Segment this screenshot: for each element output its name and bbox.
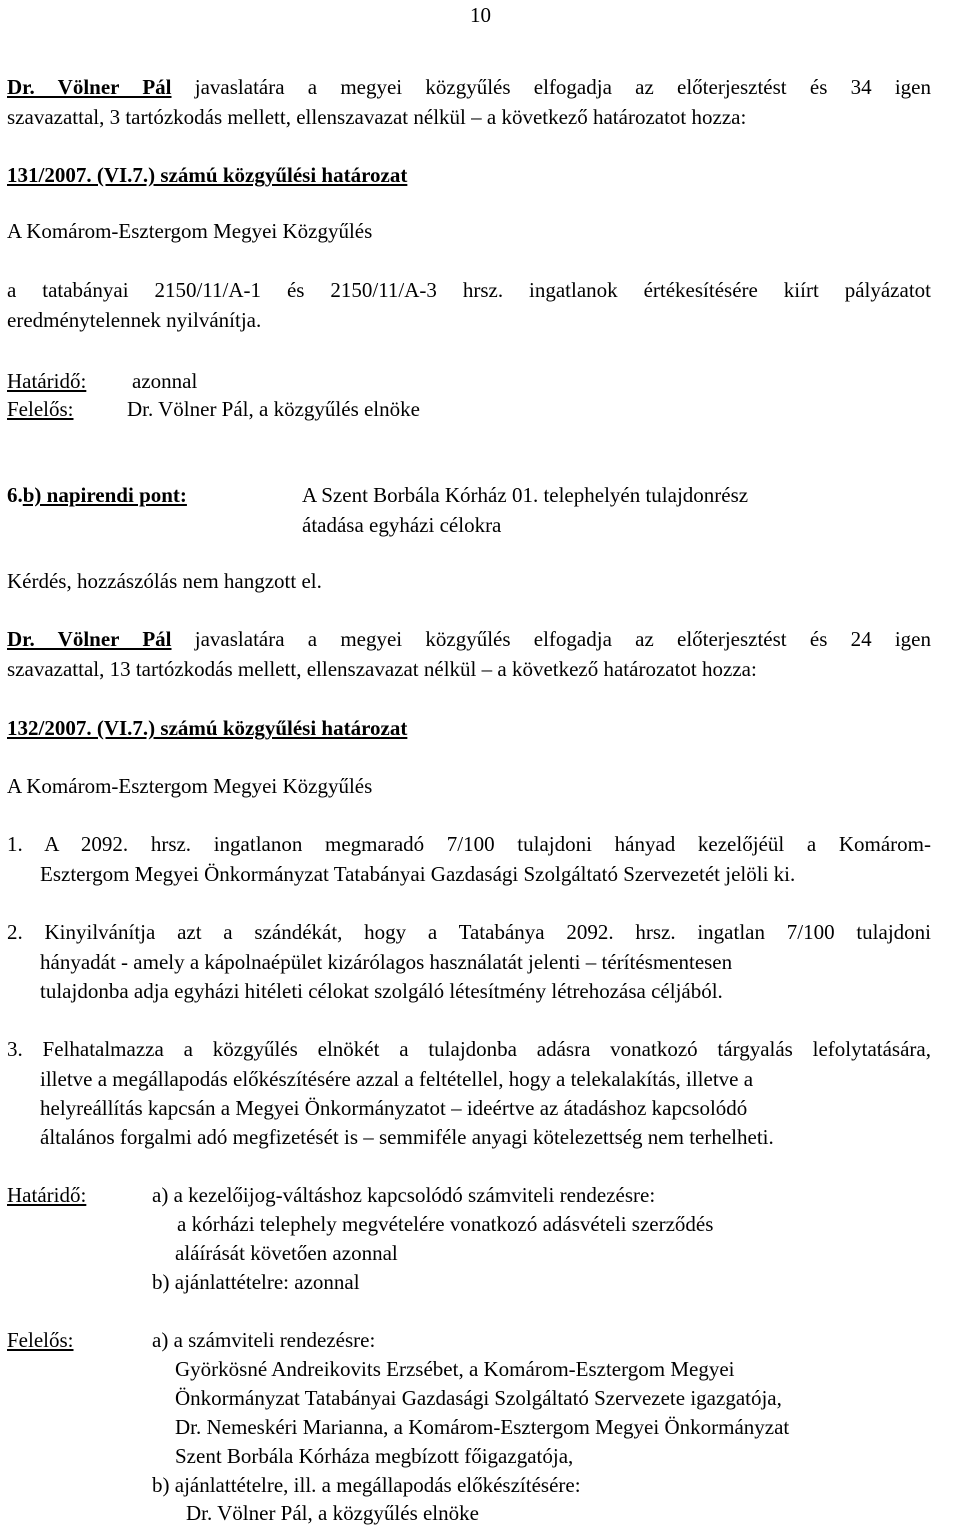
resolution-number: 132/2007. (VI.7.) számú közgyűlési határozat <box>7 716 408 740</box>
proposal-paragraph-2-line-1 <box>7 624 931 654</box>
proposal-paragraph-2-line-2: szavazattal, 13 tartózkodás mellett, ellenszavazat nélkül – a következő határozatot hozza: <box>7 657 757 681</box>
speaker-name: Dr. Völner Pál <box>7 627 172 651</box>
proposal-text: javaslatára a megyei közgyűlés elfogadja az előterjesztést és 24 igen <box>194 627 931 651</box>
deadline-b: b) ajánlattételre: azonnal <box>152 1270 360 1294</box>
responsible-a-line-5: Szent Borbála Kórháza megbízott főigazgatója, <box>175 1444 574 1468</box>
item-3-line-2: illetve a megállapodás előkészítésére azzal a feltétellel, hogy a telekalakítás, illetve a <box>40 1067 754 1091</box>
deadline-value: azonnal <box>132 369 198 393</box>
resolution-text-line-2: eredménytelennek nyilvánítja. <box>7 308 262 332</box>
item-3-line-4: általános forgalmi adó megfizetését is – semmiféle anyagi kötelezettség nem terhelheti. <box>40 1125 774 1149</box>
item-1-line-1: 1. A 2092. hrsz. ingatlanon megmaradó 7/100 tulajdoni hányad kezelőjéül a Komárom- <box>7 832 931 856</box>
item-1-line-2: Esztergom Megyei Önkormányzat Tatabányai Gazdasági Szolgáltató Szervezetét jelöli ki. <box>40 862 796 886</box>
deadline-a-line-2: a kórházi telephely megvételére vonatkozó adásvételi szerződés <box>177 1212 714 1236</box>
responsible-value: Dr. Völner Pál, a közgyűlés elnöke <box>127 397 420 421</box>
responsible-b-line-2: Dr. Völner Pál, a közgyűlés elnöke <box>186 1501 479 1525</box>
agenda-number: 6. <box>7 483 23 507</box>
speaker-name: Dr. Völner Pál <box>7 75 172 99</box>
page-number: 10 <box>470 3 491 27</box>
agenda-item <box>7 480 187 510</box>
responsible-a-line-4: Dr. Nemeskéri Marianna, a Komárom-Esztergom Megyei Önkormányzat <box>175 1415 790 1439</box>
responsible-b-line-1: b) ajánlattételre, ill. a megállapodás előkészítésére: <box>152 1473 581 1497</box>
agenda-title-line-1: A Szent Borbála Kórház 01. telephelyén tulajdonrész <box>302 483 749 507</box>
deadline-label: Határidő: <box>7 369 87 393</box>
resolution-text-line-1: a tatabányai 2150/11/A-1 és 2150/11/A-3 hrsz. ingatlanok értékesítésére kiírt pályázatot <box>7 278 931 302</box>
item-2-line-1: 2. Kinyilvánítja azt a szándékát, hogy a Tatabánya 2092. hrsz. ingatlan 7/100 tulajdoni <box>7 920 931 944</box>
item-2-line-2: hányadát - amely a kápolnaépület kizárólagos használatát jelenti – térítésmentesen <box>40 950 733 974</box>
proposal-paragraph-1-line-2: szavazattal, 3 tartózkodás mellett, ellenszavazat nélkül – a következő határozatot hozza: <box>7 105 747 129</box>
resolution-body: A Komárom-Esztergom Megyei Közgyűlés <box>7 774 373 798</box>
responsible-a-line-1: a) a számviteli rendezésre: <box>152 1328 376 1352</box>
proposal-paragraph-1-line-1 <box>7 72 931 102</box>
deadline-a-line-1: a) a kezelőijog-váltáshoz kapcsolódó számviteli rendezésre: <box>152 1183 656 1207</box>
item-2-line-3: tulajdonba adja egyházi hitéleti célokat szolgáló létesítmény létrehozása céljából. <box>40 979 723 1003</box>
deadline-a-line-3: aláírását követően azonnal <box>175 1241 398 1265</box>
agenda-label: b) napirendi pont: <box>22 483 187 507</box>
deadline-label: Határidő: <box>7 1183 87 1207</box>
resolution-number: 131/2007. (VI.7.) számú közgyűlési határozat <box>7 163 408 187</box>
item-3-line-3: helyreállítás kapcsán a Megyei Önkormányzatot – ideértve az átadáshoz kapcsolódó <box>40 1096 748 1120</box>
responsible-label: Felelős: <box>7 397 74 421</box>
proposal-text: javaslatára a megyei közgyűlés elfogadja az előterjesztést és 34 igen <box>194 75 931 99</box>
resolution-body: A Komárom-Esztergom Megyei Közgyűlés <box>7 219 373 243</box>
responsible-label: Felelős: <box>7 1328 74 1352</box>
agenda-title-line-2: átadása egyházi célokra <box>302 513 502 537</box>
agenda-note: Kérdés, hozzászólás nem hangzott el. <box>7 569 322 593</box>
responsible-a-line-2: Györkösné Andreikovits Erzsébet, a Komárom-Esztergom Megyei <box>175 1357 735 1381</box>
responsible-a-line-3: Önkormányzat Tatabányai Gazdasági Szolgáltató Szervezete igazgatója, <box>175 1386 782 1410</box>
item-3-line-1: 3. Felhatalmazza a közgyűlés elnökét a tulajdonba adásra vonatkozó tárgyalás lefolytatására, <box>7 1037 931 1061</box>
